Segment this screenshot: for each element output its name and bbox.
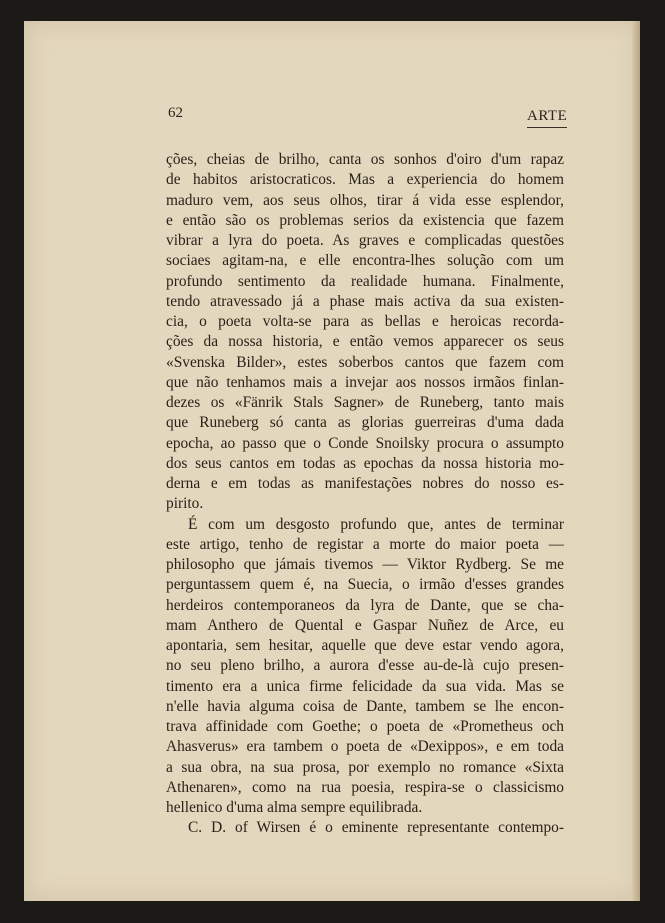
text-line: de habitos aristocraticos. Mas a experiencia do homem (166, 171, 564, 189)
text-line: vibrar a lyra do poeta. As graves e complicadas questões (166, 232, 564, 249)
text-line: «Svenska Bilder», estes soberbos cantos que fazem com (166, 353, 564, 371)
text-line: Athenaren», como na rua poesia, respira-se o classicismo (166, 778, 564, 796)
text-line: tendo atravessado já a phase mais activa da sua existen- (166, 292, 564, 310)
text-line: que não tenhamos mais a invejar aos nossos irmãos finlan- (166, 373, 564, 391)
page-number: 62 (168, 105, 183, 121)
text-line: sociaes agitam-na, e elle encontra-lhes solução com um (166, 252, 564, 270)
text-line: hellenico d'uma alma sempre equilibrada. (166, 799, 423, 816)
text-line: a sua obra, na sua prosa, por exemplo no romance «Sixta (166, 758, 564, 776)
text-line: dezes os «Fänrik Stals Sagner» de Runeberg, tanto mais (166, 394, 564, 411)
text-line: trava affinidade com Goethe; o poeta de «Prometheus och (166, 718, 564, 735)
text-line: Ahasverus» era tambem o poeta de «Dexippos», e em toda (166, 738, 564, 756)
book-page (24, 21, 640, 901)
text-line: herdeiros contemporaneos da lyra de Dante, que se cha- (166, 596, 564, 614)
text-line: que Runeberg só canta as glorias guerreiras d'uma dada (166, 414, 564, 432)
text-line: derna e em todas as manifestações nobres do nosso es- (166, 475, 564, 492)
text-line: philosopho que jámais tivemos — Viktor Rydberg. Se me (166, 556, 564, 573)
page-gutter (632, 21, 640, 901)
text-line: perguntassem quem é, na Suecia, o irmão d'esses grandes (166, 576, 564, 594)
text-line: maduro vem, aos seus olhos, tirar á vida esse esplendor, (166, 191, 564, 209)
text-line: É com um desgosto profundo que, antes de terminar (188, 515, 564, 533)
text-line: C. D. of Wirsen é o eminente representante contempo- (188, 819, 564, 837)
text-line: apontaria, sem hesitar, aquelle que deve estar vendo agora, (166, 637, 564, 654)
text-line: ções da nossa historia, e então vemos apparecer os seus (166, 333, 564, 351)
text-line: pirito. (166, 495, 204, 513)
running-title: ARTE (527, 108, 567, 128)
text-line: epocha, ao passo que o Conde Snoilsky procura o assumpto (166, 434, 564, 452)
text-line: este artigo, tenho de registar a morte do maior poeta — (166, 535, 564, 553)
text-line: timento era a unica firme felicidade da sua vida. Mas se (166, 677, 564, 695)
text-line: n'elle havia alguma coisa de Dante, tambem se lhe encon- (166, 697, 564, 715)
text-line: dos seus cantos em todas as epochas da nossa historia mo- (166, 454, 564, 472)
text-line: no seu pleno brilho, a aurora d'esse au-de-là cujo presen- (166, 657, 564, 675)
text-line: profundo sentimento da realidade humana. Finalmente, (166, 272, 564, 290)
text-line: ções, cheias de brilho, canta os sonhos d'oiro d'um rapaz (166, 151, 564, 168)
text-line: e então são os problemas serios da existencia que fazem (166, 211, 564, 229)
body-text (166, 150, 564, 839)
text-line: mam Anthero de Quental e Gaspar Nuñez de Arce, eu (166, 616, 564, 634)
text-line: cia, o poeta volta-se para as bellas e heroicas recorda- (166, 313, 564, 330)
